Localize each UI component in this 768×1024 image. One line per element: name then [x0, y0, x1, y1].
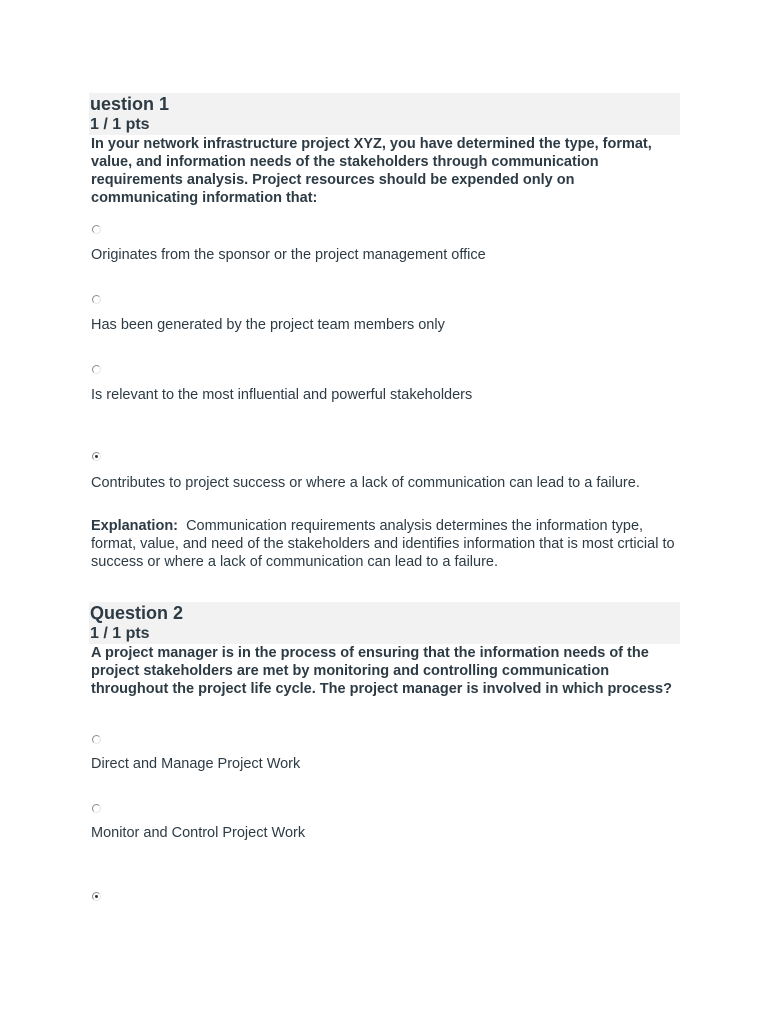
question-1-explanation — [91, 517, 681, 571]
question-2-option-2-label[interactable]: Monitor and Control Project Work — [91, 825, 306, 841]
question-1-title: uestion 1 — [90, 94, 170, 114]
question-2-option-1-radio[interactable] — [92, 735, 101, 744]
question-2-header — [89, 602, 680, 644]
question-1-option-1-radio[interactable] — [92, 225, 101, 234]
question-1-option-1-label[interactable]: Originates from the sponsor or the project management office — [91, 247, 486, 263]
question-2-option-2-radio[interactable] — [92, 804, 101, 813]
question-1-option-3-label[interactable]: Is relevant to the most influential and powerful stakeholders — [91, 387, 473, 403]
question-1-option-2-radio[interactable] — [92, 295, 101, 304]
explanation-label: Explanation: — [91, 518, 179, 534]
explanation-text: Communication requirements analysis determines the information type, format, value, and need of the stakeholders and identifies information that is most crticial to success or where a lack of communication can lead to a failure. — [91, 518, 675, 570]
question-2-title: Question 2 — [90, 603, 184, 623]
question-1-option-3-radio[interactable] — [92, 365, 101, 374]
question-1-header — [89, 93, 680, 135]
question-1-option-4-radio-selected[interactable] — [92, 452, 101, 461]
question-2-option-1-label[interactable]: Direct and Manage Project Work — [91, 756, 301, 772]
question-1-option-2-label[interactable]: Has been generated by the project team members only — [91, 317, 445, 333]
question-2-prompt: A project manager is in the process of ensuring that the information needs of the project stakeholders are met by monitoring and controlling communication throughout the project life cycle. The project manager is involved in which process? — [91, 645, 672, 697]
question-1-option-4-label[interactable]: Contributes to project success or where a lack of communication can lead to a failure. — [91, 475, 640, 491]
question-1-prompt: In your network infrastructure project XYZ, you have determined the type, format, value, and information needs of the stakeholders through communication requirements analysis. Project resources should be expended only on communicating information that: — [91, 136, 652, 206]
question-1-points: 1 / 1 pts — [90, 116, 150, 133]
question-2-option-3-radio-selected[interactable] — [92, 892, 101, 901]
question-2-points: 1 / 1 pts — [90, 625, 150, 642]
